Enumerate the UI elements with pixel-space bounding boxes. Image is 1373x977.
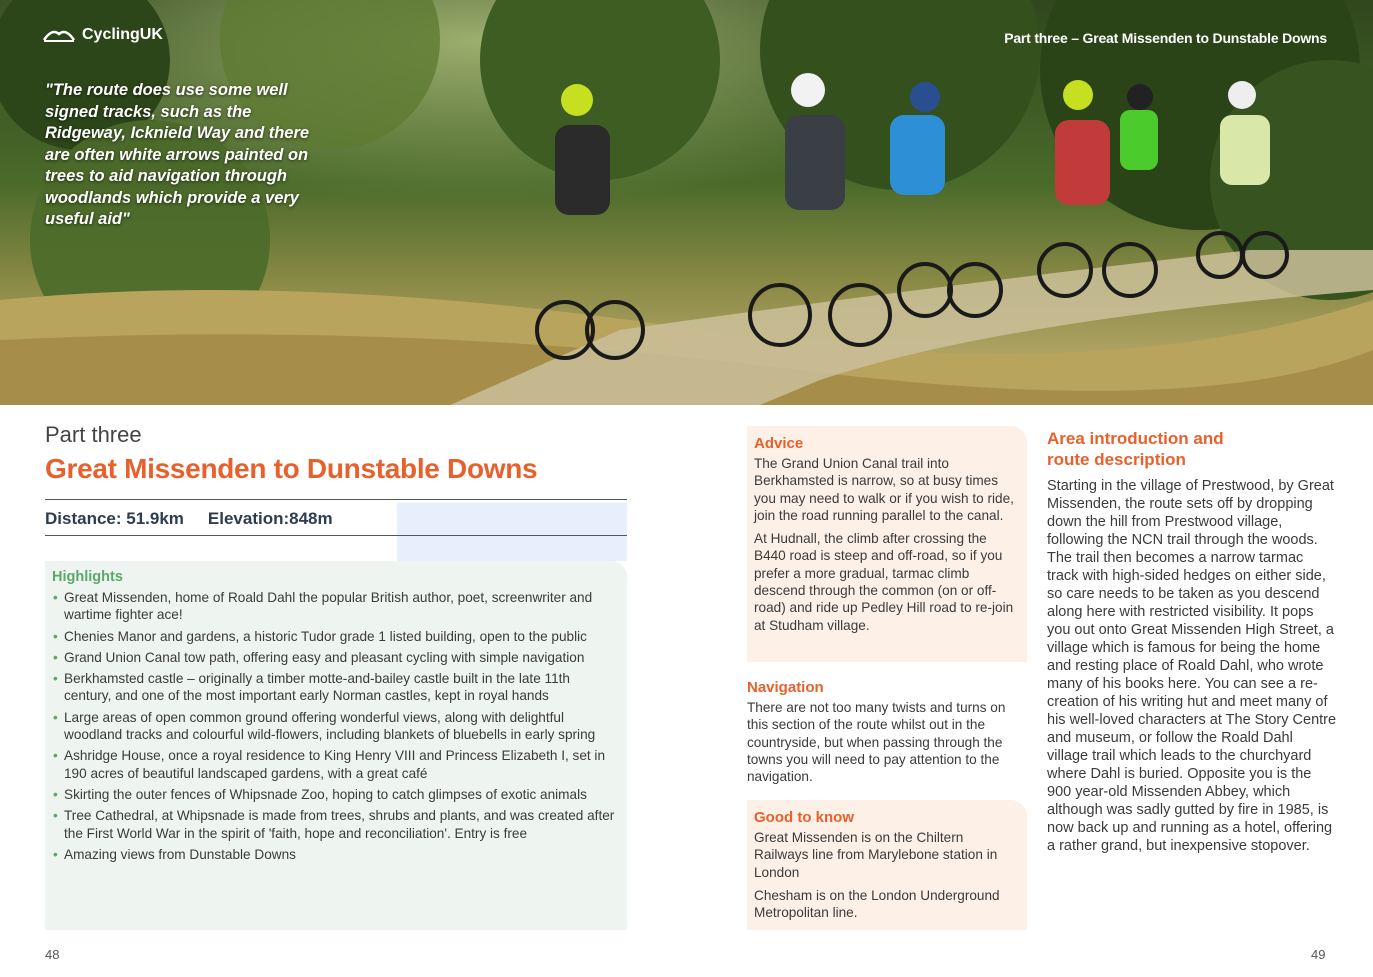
list-item: • Berkhamsted castle – originally a timber motte-and-bailey castle built in the late 11th century, and one of the most important early Norman castles, kept in royal hands <box>52 670 619 705</box>
good-to-know-heading: Good to know <box>754 809 854 826</box>
list-item: • Large areas of open common ground offering wonderful views, along with delightful woodland tracks and colourful wild-flowers, including blankets of bluebells in early spring <box>52 709 619 744</box>
page-number-left: 48 <box>45 947 60 962</box>
page-title: Great Missenden to Dunstable Downs <box>45 453 538 484</box>
section-header: Part three – Great Missenden to Dunstable Downs <box>1004 30 1327 46</box>
part-label: Part three <box>45 422 142 447</box>
advice-box <box>747 426 1027 662</box>
divider-bottom <box>45 535 627 536</box>
list-item: • Chenies Manor and gardens, a historic Tudor grade 1 listed building, open to the public <box>52 628 619 645</box>
advice-paragraph-2: At Hudnall, the climb after crossing the B440 road is steep and off-road, so if you prefer a more gradual, tarmac climb descend through the common (on or off-road) and ride up Pedley Hill road to re-join at Studham village. <box>754 531 1014 633</box>
brand-name: CyclingUK <box>82 26 163 43</box>
list-item: • Great Missenden, home of Roald Dahl the popular British author, poet, screenwriter and wartime fighter ace! <box>52 589 619 624</box>
good-to-know-paragraph-2: Chesham is on the London Underground Metropolitan line. <box>754 887 1000 921</box>
intro-heading <box>1047 428 1337 470</box>
list-item: • Skirting the outer fences of Whipsnade Zoo, hoping to catch glimpses of exotic animals <box>52 786 619 803</box>
stats-placeholder-box <box>397 503 627 561</box>
route-stats <box>45 509 333 529</box>
good-to-know-paragraph-1: Great Missenden is on the Chiltern Railways line from Marylebone station in London <box>754 830 998 880</box>
highlights-list <box>52 589 619 863</box>
highlights-heading: Highlights <box>52 569 123 585</box>
list-item: • Amazing views from Dunstable Downs <box>52 846 619 863</box>
elevation-stat: Elevation:848m <box>207 509 333 528</box>
advice-heading: Advice <box>754 435 804 452</box>
hero-photo <box>0 0 1373 405</box>
navigation-paragraph: There are not too many twists and turns on this section of the route whilst out in the countryside, but when passing through the towns you will need to pay attention to the navigation. <box>747 700 1006 785</box>
navigation-box <box>747 679 1027 791</box>
distance-stat: Distance: 51.9km <box>45 509 184 528</box>
cyclinguk-logo[interactable] <box>42 26 163 44</box>
divider-top <box>45 499 627 500</box>
intro-body: Starting in the village of Prestwood, by Great Missenden, the route sets off by dropping down the hill from Prestwood village, following the NCN trail through the woods. The trail then becomes a narrow tarmac track with high-sided hedges on either side, so care needs to be taken as you descend along here with restricted visibility. It pops you out onto Great Missenden High Street, a village which is famous for being the home and resting place of Roald Dahl, who wrote many of his books here. You can see a re-creation of his writing hut and meet many of his well-loved characters at The Story Centre and museum, or follow the Roald Dahl village trail which leads to the churchyard where Dahl is buried. Opposite you is the 900 year-old Missenden Abbey, which although was sadly gutted by fire in 1985, is now back up and running as a hotel, offering a rather grand, but inexpensive stopover. <box>1047 478 1337 854</box>
highlights-box <box>45 561 627 930</box>
page-number-right: 49 <box>1311 947 1326 962</box>
intro-heading-line-2: route description <box>1047 450 1186 469</box>
list-item: • Grand Union Canal tow path, offering easy and pleasant cycling with simple navigation <box>52 649 619 666</box>
advice-paragraph-1: The Grand Union Canal trail into Berkhamsted is narrow, so at busy times you may need to walk or if you wish to ride, join the road running parallel to the canal. <box>754 456 1014 523</box>
list-item: • Tree Cathedral, at Whipsnade is made from trees, shrubs and plants, and was created after the First World War in the spirit of 'faith, hope and reconciliation'. Entry is free <box>52 807 619 842</box>
good-to-know-box <box>747 800 1027 930</box>
cyclinguk-logo-icon <box>42 26 76 44</box>
intro-heading-line-1: Area introduction and <box>1047 429 1224 448</box>
area-introduction <box>1047 428 1337 855</box>
list-item: • Ashridge House, once a royal residence to King Henry VIII and Princess Elizabeth I, set in 190 acres of beautiful landscaped gardens, with a great café <box>52 747 619 782</box>
navigation-heading: Navigation <box>747 679 824 696</box>
pull-quote: "The route does use some well signed tracks, such as the Ridgeway, Icknield Way and there are often white arrows painted on trees to aid navigation through woodlands which provide a very useful aid" <box>45 81 310 228</box>
